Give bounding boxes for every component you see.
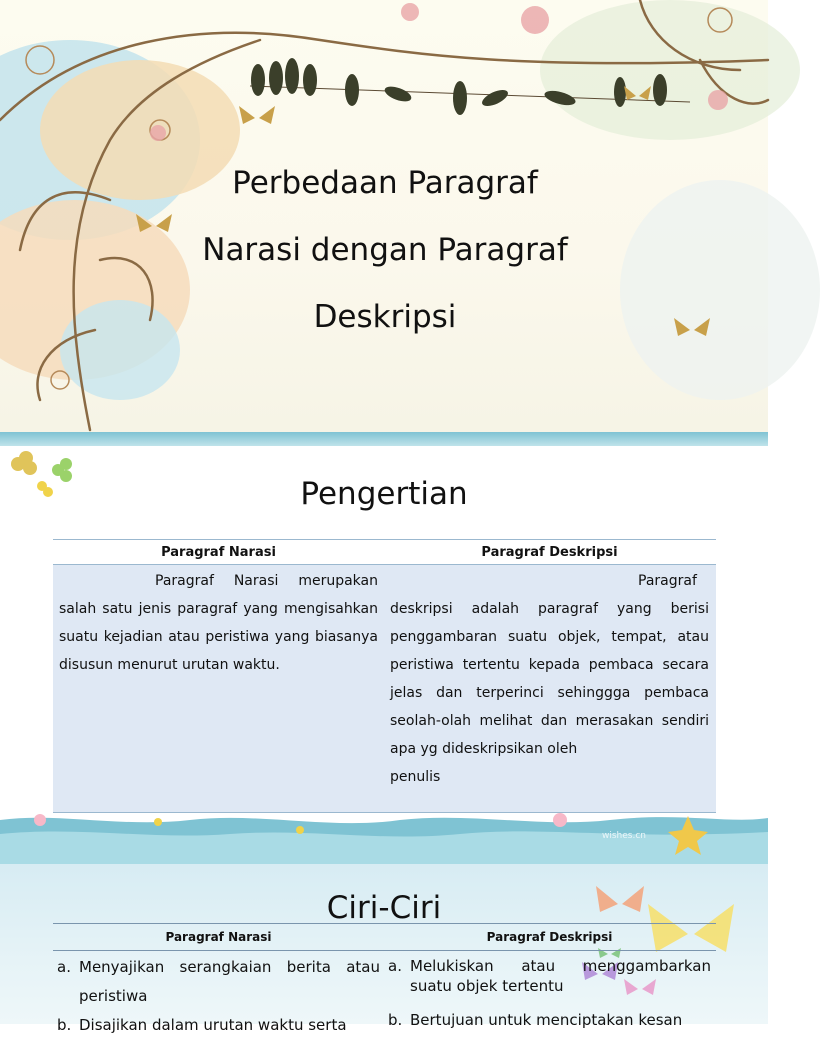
table-header (53, 923, 716, 951)
list-item: a. Menyajikan serangkaian berita atau peristiwa (57, 958, 380, 1005)
deskripsi-characteristics (384, 951, 715, 1042)
deskripsi-definition: Paragraf deskripsi adalah paragraf yang berisi penggambaran suatu objek, tempat, atau peristiwa tertentu kepada pembaca secara jelas dan terperinci sehinggga pembaca seolah-olah melihat dan merasakan sendiri apa yg dideskripsikan oleh penulis (384, 565, 715, 812)
list-item: b. Bertujuan untuk menciptakan kesan (388, 1011, 683, 1029)
characteristics-slide (0, 864, 768, 1034)
narasi-definition: Paragraf Narasi merupakan salah satu jenis paragraf yang mengisahkan suatu kejadian atau peristiwa yang biasanya disusun menurut urutan waktu. (59, 573, 378, 673)
slide-title (190, 150, 580, 351)
title-line-1: Perbedaan Paragraf (232, 165, 538, 201)
section-heading: Ciri-Ciri (326, 890, 442, 926)
deskripsi-tail: penulis (390, 769, 441, 785)
title-line-2: Narasi dengan Paragraf (202, 232, 568, 268)
column-header-deskripsi: Paragraf Deskripsi (486, 930, 613, 944)
bottom-wave-border (0, 812, 768, 864)
characteristics-table (53, 923, 716, 1042)
narasi-characteristics (53, 951, 384, 1042)
title-line-3: Deskripsi (313, 299, 457, 335)
title-slide (0, 0, 768, 432)
column-header-deskripsi: Paragraf Deskripsi (481, 544, 618, 560)
definition-slide (0, 432, 768, 864)
watermark-text: wishes.cn (602, 831, 646, 841)
definition-table (53, 539, 716, 813)
top-wave-border (0, 432, 768, 446)
column-header-narasi: Paragraf Narasi (161, 544, 276, 560)
table-row (53, 951, 716, 1042)
list-item: b. Disajikan dalam urutan waktu serta (57, 1016, 347, 1034)
column-header-narasi: Paragraf Narasi (165, 930, 272, 944)
table-row (53, 564, 716, 813)
table-header (53, 539, 716, 564)
section-heading: Pengertian (300, 476, 468, 512)
list-item: a. Melukiskan atau menggambarkan suatu objek tertentu (388, 957, 711, 995)
